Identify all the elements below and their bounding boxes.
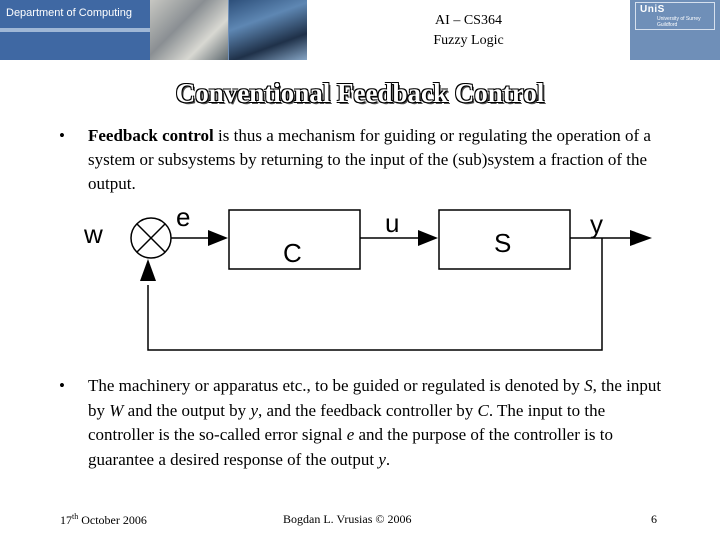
label-e: e	[176, 202, 191, 232]
footer-date	[60, 512, 147, 528]
bullet-marker: •	[59, 126, 65, 145]
logo-name: UniS	[640, 4, 665, 15]
arrowhead-feedback	[140, 259, 156, 281]
bullet-marker: •	[59, 376, 65, 395]
course-title: AI – CS364	[435, 13, 502, 28]
arrowhead-output	[630, 230, 652, 246]
text-span: , and the feedback controller by	[257, 400, 478, 420]
text-span: . The input to the controller is the so-called error signal	[88, 400, 606, 444]
symbol-y: y	[378, 449, 386, 469]
footer-date-suffix: th	[72, 512, 79, 521]
header-photo-lab	[150, 0, 228, 60]
symbol-y: y	[250, 400, 258, 420]
bullet-text-definitions	[88, 374, 668, 472]
label-w: w	[84, 219, 103, 249]
department-bar	[0, 28, 150, 32]
footer-date-rest: October 2006	[78, 513, 147, 527]
department-label: Department of Computing	[6, 7, 132, 19]
text-span: and the output by	[123, 400, 251, 420]
symbol-c: C	[477, 400, 489, 420]
text-span: , the input by	[88, 376, 662, 420]
label-u: u	[385, 208, 400, 238]
bullet-text-feedback	[88, 124, 668, 196]
text-span: The machinery or apparatus etc., to be guided or regulated is denoted by	[88, 376, 585, 395]
university-logo	[630, 0, 720, 60]
logo-university: University of Surrey	[657, 16, 701, 22]
feedback-diagram	[0, 195, 720, 360]
footer-author: Bogdan L. Vrusias © 2006	[283, 512, 412, 526]
bullet-body: is thus a mechanism for guiding or regulating the operation of a system or subsystems by returning to the input of the (sub)system a fraction of the output.	[88, 126, 651, 193]
course-box	[307, 0, 630, 60]
slide-title: Conventional Feedback Control	[175, 78, 545, 108]
course-subtitle: Fuzzy Logic	[433, 33, 504, 48]
arrowhead-to-controller	[208, 230, 228, 246]
header-photo-students	[229, 0, 307, 60]
symbol-w: W	[109, 400, 124, 420]
text-span: .	[385, 449, 391, 469]
logo-frame	[635, 2, 715, 30]
footer-date-day: 17	[60, 513, 72, 527]
footer-page-number: 6	[651, 512, 657, 526]
department-banner	[0, 0, 150, 60]
arrowhead-to-system	[418, 230, 438, 246]
logo-town: Guildford	[657, 22, 678, 28]
label-s: S	[494, 228, 512, 258]
text-span: and the purpose of the controller is to guarantee a desired response of the output	[88, 425, 613, 469]
bullet-bold-term: Feedback control	[88, 126, 214, 145]
symbol-s: S	[584, 376, 593, 395]
label-y: y	[590, 209, 603, 239]
slide-header	[0, 0, 720, 60]
feedback-path	[148, 238, 602, 350]
label-c: C	[283, 238, 302, 268]
symbol-e: e	[346, 425, 355, 444]
